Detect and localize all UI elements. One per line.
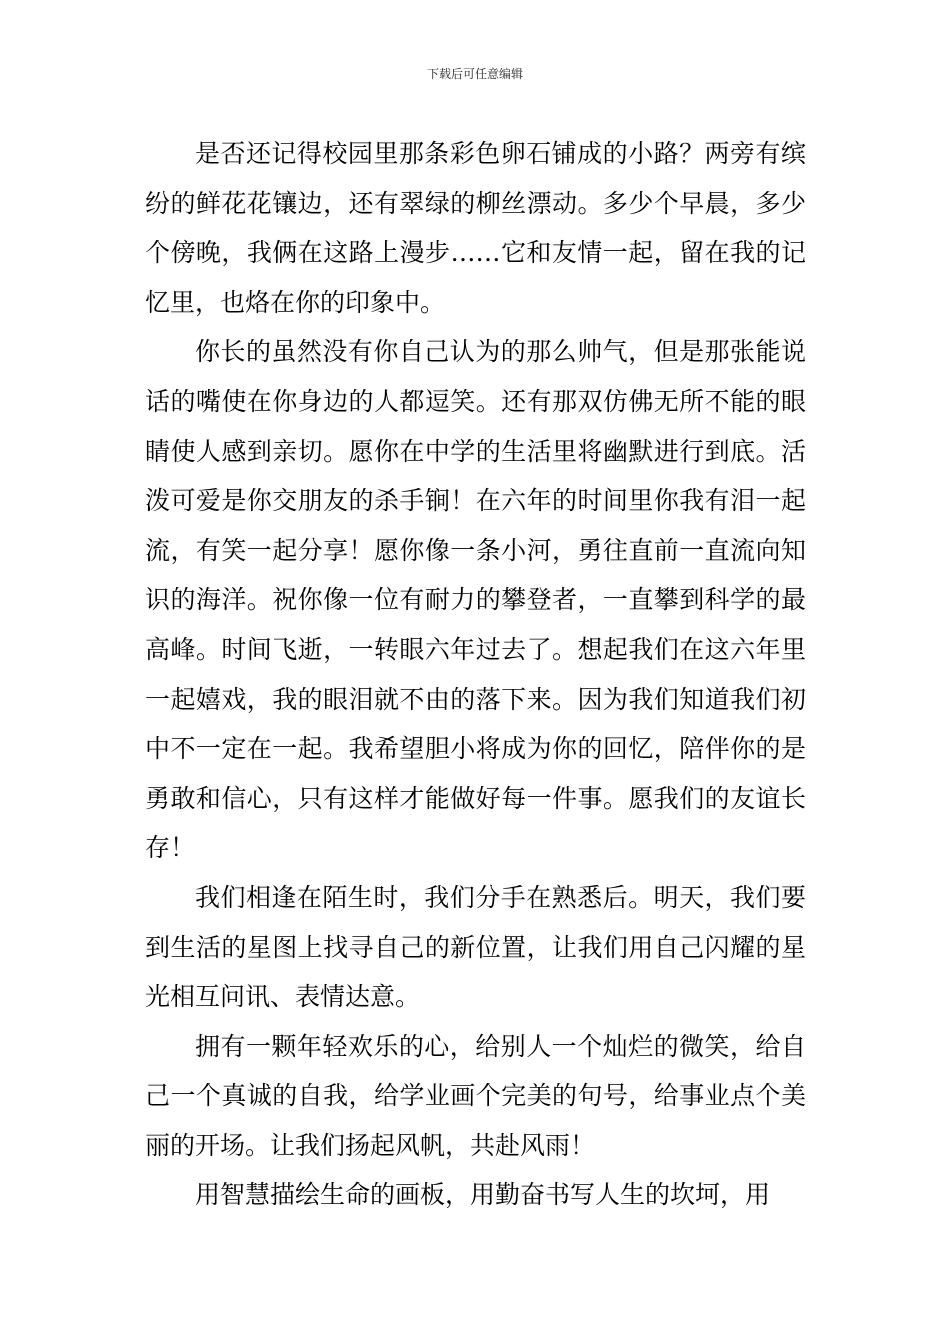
page-header: 下载后可任意编辑 xyxy=(426,67,523,81)
paragraph-3: 我们相逢在陌生时，我们分手在熟悉后。明天，我们要到生活的星图上找寻自己的新位置，让我们用自己闪耀的星光相互问讯、表情达意。 xyxy=(145,882,806,1012)
paragraph-2: 你长的虽然没有你自己认为的那么帅气，但是那张能说话的嘴使在你身边的人都逗笑。还有那双仿佛无所不能的眼睛使人感到亲切。愿你在中学的生活里将幽默进行到底。活泼可爱是你交朋友的杀手锏！在六年的时间里你我有泪一起流，有笑一起分享！愿你像一条小河，勇往直前一直流向知识的海洋。祝你像一位有耐力的攀登者，一直攀到科学的最高峰。时间飞逝，一转眼六年过去了。想起我们在这六年里一起嬉戏，我的眼泪就不由的落下来。因为我们知道我们初中不一定在一起。我希望胆小将成为你的回忆，陪伴你的是勇敢和信心，只有这样才能做好每一件事。愿我们的友谊长存！ xyxy=(145,337,806,863)
paragraph-4: 拥有一颗年轻欢乐的心，给别人一个灿烂的微笑，给自己一个真诚的自我，给学业画个完美的句号，给事业点个美丽的开场。让我们扬起风帆，共赴风雨！ xyxy=(145,1031,806,1160)
document-body xyxy=(145,129,806,1220)
paragraph-5: 用智慧描绘生命的画板，用勤奋书写人生的坎坷，用 xyxy=(195,1180,771,1210)
paragraph-1: 是否还记得校园里那条彩色卵石铺成的小路？两旁有缤纷的鲜花花镶边，还有翠绿的柳丝漂动。多少个早晨，多少个傍晚，我俩在这路上漫步……它和友情一起，留在我的记忆里，也烙在你的印象中。 xyxy=(145,139,806,317)
